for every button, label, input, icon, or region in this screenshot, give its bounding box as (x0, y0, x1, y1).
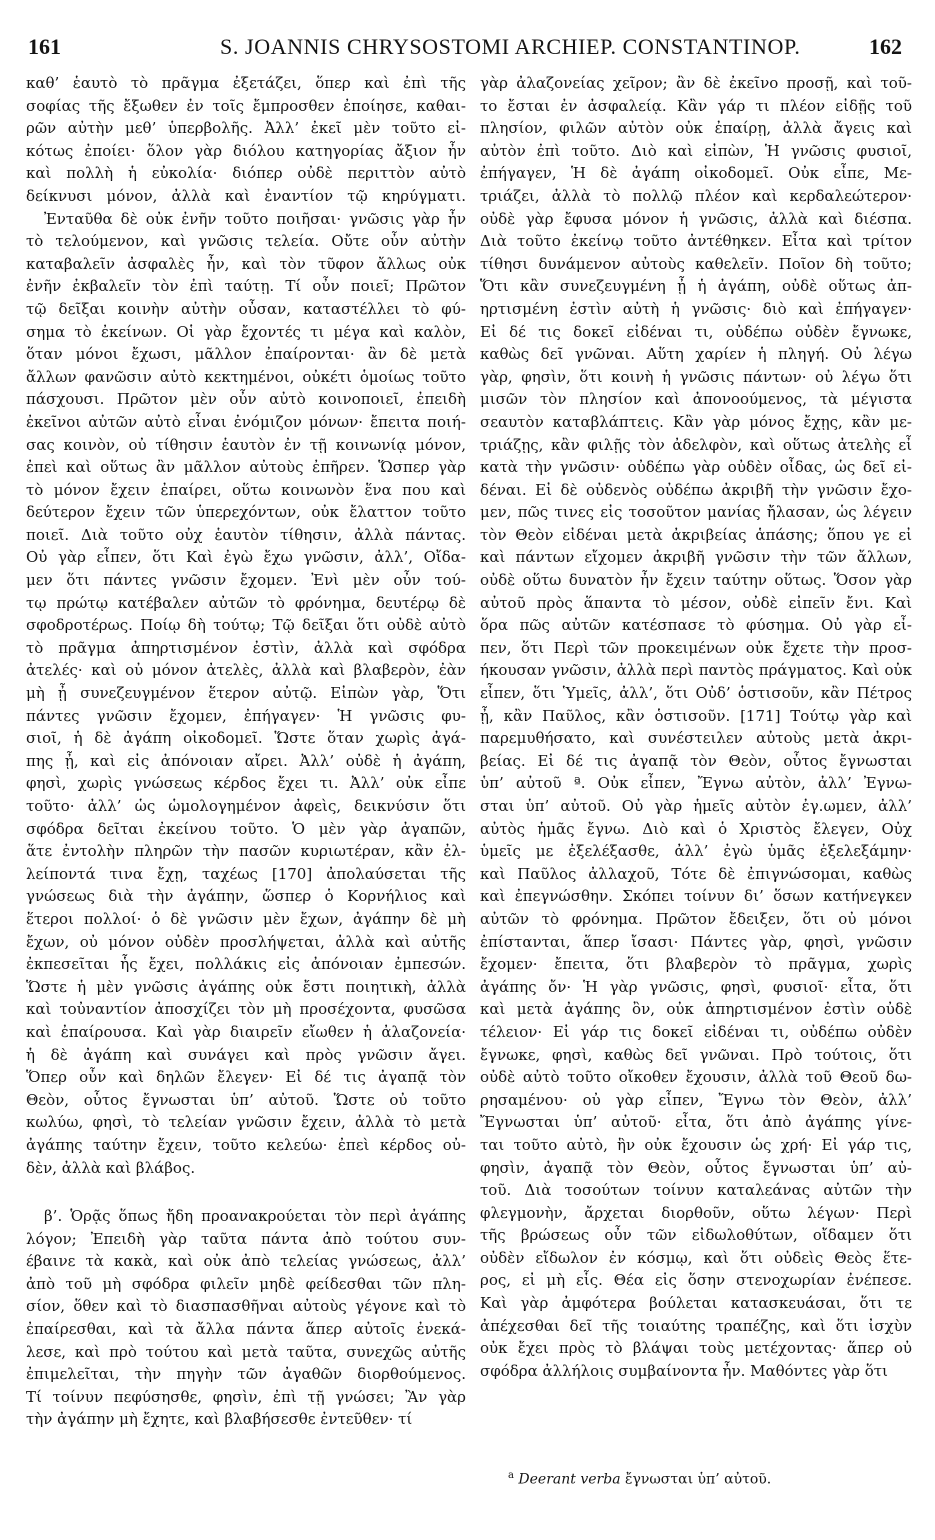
text-line: σας κοινὸν, οὐ τίθησιν ἑαυτὸν ἐν τῇ κοινωνίᾳ μόνον, (26, 435, 466, 454)
text-line: Εἰ δέ τις δοκεῖ εἰδέναι τι, οὐδέπω οὐδὲν ἔγνωκε, (480, 322, 912, 341)
text-line: μεν, πῶς τινες εἰς τοσοῦτον μανίας ἤλασαν, ὡς λέγειν (480, 503, 912, 522)
text-line: Ὥστε ἡ μὲν γνῶσις ἀγάπης οὐκ ἔστι ποιητικὴ, ἀλλὰ (26, 977, 466, 996)
text-line: ὅταν μόνοι ἔχωσι, μᾶλλον ἐπαίρονται· ἂν δὲ μετὰ (26, 345, 466, 364)
text-line: β’. Ὁρᾷς ὅπως ἤδη προανακρούεται τὸν περὶ ἀγάπης (44, 1207, 466, 1226)
text-line: ἀπὸ τοῦ μὴ σφόδρα φιλεῖν μηδὲ φείδεσθαι τῶν πλη- (26, 1274, 466, 1293)
text-line: λόγον; Ἐπειδὴ γὰρ ταῦτα πάντα ἀπὸ τούτου συν- (26, 1229, 466, 1248)
text-line: Καὶ γὰρ ἀμφότερα βούλεται κατασκευάσαι, ὅτι τε (480, 1294, 912, 1313)
text-line: μεν ὅτι πάντες γνῶσιν ἔχομεν. Ἐνὶ μὲν οὖν τού- (26, 571, 466, 590)
text-line: ρῶν αὐτὴν μεθ’ ὑπερβολῆς. Ἀλλ’ ἐκεῖ μὲν τοῦτο εἰ- (26, 119, 466, 138)
running-header (0, 28, 935, 62)
text-line: ἔχομεν· ἔπειτα, ὅτι βλαβερὸν τὸ πρᾶγμα, χωρὶς (480, 955, 912, 974)
text-line: σφόδρα ἀλλήλοις συμβαίνοντα ἦν. Μαθόντες γὰρ ὅτι (480, 1361, 888, 1380)
text-line: οὐδὲ γὰρ ἔφυσα μόνον ἡ γνῶσις, ἀλλὰ καὶ διέσπα. (480, 209, 912, 228)
text-line: τοῦτο· ἀλλ’ ὡς ὡμολογημένον ἀφεὶς, δεικνύσιν ὅτι (26, 797, 466, 815)
text-line: τριάζει, ἀλλὰ τὸ πολλῷ πλέον καὶ κερδαλεώτερον· (480, 186, 912, 205)
text-line: τίθησι δυνάμενον αὐτοὺς καθελεῖν. Ποῖον δὴ τοῦτο; (480, 254, 912, 273)
text-line: Ὅτι κἂν συνεζευγμένη ᾖ ἡ ἀγάπη, οὐδὲ οὕτως ἀπ- (480, 277, 912, 296)
text-line: ἄλλων φανῶσιν αὐτὸ κεκτημένοι, οὐκέτι ὁμοίως τοῦτο (26, 367, 466, 386)
text-line: ται τοῦτο αὐτὸ, ἣν οὐκ ἔχουσιν ὡς χρή· Εἰ γάρ τις, (480, 1135, 912, 1154)
text-line: ἅτε ἐντολὴν πληρῶν τὴν πασῶν κυριωτέραν, κἂν ἐλ- (26, 842, 466, 861)
text-line: εἶπεν, ὅτι Ὑμεῖς, ἀλλ’, ὅτι Οὐδ’ ὁστισοῦν, κἂν Πέτρος (480, 684, 912, 703)
text-line: λείποντά τινα ἔχῃ, ταχέως [170] ἀπολαύσεται τῆς (26, 864, 466, 883)
text-line: πης ᾖ, καὶ εἰς ἀπόνοιαν αἴρει. Ἀλλ’ οὐδὲ ἡ ἀγάπη, (26, 751, 466, 770)
text-line: αὐτοῦ πρὸς ἅπαντα τὸ μέσον, οὐδὲ εἰπεῖν ἔνι. Καὶ (480, 593, 912, 612)
text-line: οὐκ ἔχει πρὸς τὸ βλάψαι τοὺς μετέχοντας· ἅπερ οὐ (480, 1339, 912, 1358)
text-line: πάντες γνῶσιν ἔχομεν, ἐπήγαγεν· Ἡ γνῶσις φυ- (26, 706, 466, 725)
text-line: γὰρ ἀλαζονείας χεῖρον; ἂν δὲ ἐκεῖνο προσῇ, καὶ τοῦ- (480, 74, 912, 92)
text-line: φησὶ, χωρὶς γνώσεως κέρδος ἔχει τι. Ἀλλ’ οὐκ εἶπε (26, 774, 466, 793)
text-line: σίον, ὅθεν καὶ τὸ διασπασθῆναι αὐτοὺς γέγονε καὶ τὸ (26, 1297, 466, 1316)
text-line: γνώσεως διὰ τὴν ἀγάπην, ὥσπερ ὁ Κορνήλιος καὶ (26, 887, 466, 906)
text-line: γὰρ, φησὶν, ὅτι κοινὴ ἡ γνῶσις πάντων· οὐ λέγω ὅτι (480, 367, 912, 386)
text-line: βείας. Εἰ δέ τις ἀγαπᾷ τὸν Θεὸν, οὗτος ἔγνωσται (480, 751, 912, 770)
text-line: δεύτερον ἔχειν τῶν ὑπερεχόντων, οὐκ ἔλαττον τοῦτο (26, 503, 466, 522)
text-line: ὑπ’ αὐτοῦ ª. Οὐκ εἶπεν, Ἔγνω αὐτὸν, ἀλλ’ Ἐγνω- (480, 774, 912, 793)
text-line: ἡ δὲ ἀγάπη καὶ συνάγει καὶ πρὸς γνῶσιν ἄγει. (26, 1045, 466, 1064)
text-line: ἐπήγαγεν, Ἡ δὲ ἀγάπη οἰκοδομεῖ. Οὐκ εἶπε, Με- (480, 164, 912, 183)
text-line: ἀτελές· καὶ οὐ μόνον ἀτελὲς, ἀλλὰ καὶ βλαβερὸν, ἐὰν (26, 661, 466, 680)
paragraph-gap (26, 1179, 466, 1205)
text-line: ἀπέχεσθαι δεῖ τῆς τοιαύτης τραπέζης, καὶ ὅτι ἰσχὺν (480, 1316, 912, 1335)
text-line: αὐτῶν τὸ φρόνημα. Πρῶτον ἔδειξεν, ὅτι οὐ μόνοι (480, 909, 912, 928)
text-line: καθὼς δεῖ γνῶναι. Αὕτη χαρίεν ἡ πληγή. Οὐ λέγω (480, 345, 912, 364)
text-line: ἕτεροι πολλοί· ὁ δὲ γνῶσιν μὲν ἔχων, ἀγάπην δὲ μὴ (26, 909, 466, 928)
text-line: ποιεῖ. Διὰ τοῦτο οὐχ ἑαυτὸν τίθησιν, ἀλλὰ πάντας. (26, 525, 466, 544)
text-line: σεαυτὸν καταβλάπτεις. Κἂν γὰρ μόνος ἔχῃς, κἂν με- (480, 412, 912, 431)
text-line: δείκνυσι μόνον, ἀλλὰ καὶ ἐναντίον τῷ κηρύγματι. (26, 186, 466, 205)
text-line: λεσε, καὶ πρὸ τούτου καὶ μετὰ ταῦτα, συνεχῶς αὐτῆς (26, 1342, 466, 1361)
text-line: Ἔγνωσται ὑπ’ αὐτοῦ· εἶτα, ὅτι ἀπὸ ἀγάπης γίνε- (480, 1113, 912, 1132)
text-line: Θεὸν, οὗτος ἔγνωσται ὑπ’ αὐτοῦ. Ὥστε οὐ τοῦτο (26, 1090, 466, 1109)
footnote-latin: Deerant verba (518, 1471, 621, 1488)
text-line: ἀγάπης ὄν· Ἡ γὰρ γνῶσις, φησὶ, φυσιοῖ· εἶτα, ὅτι (480, 977, 912, 996)
text-line: σφόδρα δεῖται ἐκείνου τοῦτο. Ὁ μὲν γὰρ ἀγαπῶν, (26, 819, 466, 838)
footnote-mark: a (508, 1470, 514, 1481)
text-line: καὶ ἐπεγνώσθην. Σκόπει τοίνυν δι’ ὅσων κατήνεγκεν (480, 887, 912, 906)
text-line: καὶ ἐπαίρουσα. Καὶ γὰρ διαιρεῖν εἴωθεν ἡ ἀλαζονεία· (26, 1022, 466, 1041)
page-number-left: 161 (28, 34, 61, 59)
text-line: αὐτὸς ἡμᾶς ἔγνω. Διὸ καὶ ὁ Χριστὸς ἔλεγεν, Οὐχ (480, 819, 912, 838)
text-line: τὸ τελούμενον, καὶ γνῶσις τελεία. Οὔτε οὖν αὐτὴν (26, 232, 466, 251)
text-line: καταβαλεῖν ἀσφαλὲς ἦν, καὶ τὸν τῦφον ἄλλως οὐκ (26, 254, 466, 273)
text-line: σφοδροτέρως. Ποίῳ δὴ τούτῳ; Τῷ δεῖξαι ὅτι οὐδὲ αὐτὸ (26, 616, 466, 635)
text-line: ᾖ, κἂν Παῦλος, κἂν ὁστισοῦν. [171] Τούτῳ γὰρ καὶ (480, 706, 912, 725)
text-line: Τί τοίνυν πεφύσησθε, φησὶν, ἐπὶ τῇ γνώσει; Ἂν γὰρ (26, 1387, 466, 1406)
text-line: δέναι. Εἰ δὲ οὐδενὸς οὐδέπω ἀκριβῆ τὴν γνῶσιν ἔχο- (480, 480, 912, 499)
text-line: παρεμυθήσατο, καὶ συνέστειλεν αὐτοὺς μετὰ ἀκρι- (480, 729, 912, 748)
text-line: οὐδὲ αὐτὸ τοῦτο οἴκοθεν ἔχουσιν, ἀλλὰ τοῦ Θεοῦ δω- (480, 1068, 912, 1087)
text-line: σοφίας τῆς ἔξωθεν ἐν τοῖς ἔμπροσθεν ἐποίησε, καθαι- (26, 96, 466, 115)
text-line: πάσχουσι. Πρῶτον μὲν οὖν αὐτὸ κοινοποιεῖ, ἐπειδὴ (26, 390, 466, 409)
text-line: τῷ δεῖξαι κοινὴν αὐτὴν οὖσαν, καταστέλλει τὸ φύ- (26, 299, 466, 318)
text-line: καθ’ ἑαυτὸ τὸ πρᾶγμα ἐξετάζει, ὅπερ καὶ ἐπὶ τῆς (26, 74, 466, 92)
text-line: φλεγμονὴν, ἄρχεται διορθοῦν, οὕτω λέγων· Περὶ (480, 1203, 912, 1222)
text-line: το ἔσται ἐν ἀσφαλείᾳ. Κἂν γάρ τι πλέον εἰδῇς τοῦ (480, 96, 912, 115)
text-line: πλησίον, φιλῶν αὐτὸν οὐκ ἐπαίρῃ, ἀλλὰ ἄγεις καὶ (480, 119, 912, 138)
footnote-greek: ἔγνωσται ὑπ’ αὐτοῦ. (625, 1471, 772, 1488)
text-line: αὐτὸν ἐπὶ τοῦτο. Διὸ καὶ εἰπὼν, Ἡ γνῶσις φυσιοῖ, (480, 141, 912, 160)
text-line: σημα τὸ ἐκείνων. Οἱ γὰρ ἔχοντές τι μέγα καὶ καλὸν, (26, 322, 466, 341)
text-line: ἐπιμελεῖται, τὴν πηγὴν τῶν ἀγαθῶν διορθούμενος. (26, 1365, 466, 1384)
text-line: καὶ Παῦλος ἀλλαχοῦ, Τότε δὲ ἐπιγνώσομαι, καθὼς (480, 864, 912, 883)
text-line: οὐδὲ οὕτω δυνατὸν ἦν ἔχειν ταύτην οὕτως. Ὅσον γὰρ (480, 571, 912, 590)
text-line: ἔγνωκε, φησὶ, καθὼς δεῖ γνῶναι. Πρὸ τούτοις, ὅτι (480, 1045, 912, 1064)
text-line: ἐπίστανται, ἅπερ ἴσασι· Πάντες γὰρ, φησὶ, γνῶσιν (480, 932, 912, 951)
text-line: Οὐ γὰρ εἶπεν, ὅτι Καὶ ἐγὼ ἔχω γνῶσιν, ἀλλ’, Οἴδα- (26, 548, 466, 567)
text-line: τῆς βρώσεως οὖν τῶν εἰδωλοθύτων, οἴδαμεν ὅτι (480, 1226, 912, 1245)
running-title: S. JOANNIS CHRYSOSTOMI ARCHIEP. CONSTANTINOP. (220, 34, 801, 59)
text-line: τέλειον· Εἰ γάρ τις δοκεῖ εἰδέναι τι, οὐδέπω οὐδὲν (480, 1022, 912, 1041)
text-line: καὶ μετὰ ἀγάπης ὂν, οὐκ ἀπηρτισμένον ἐστὶν οὐδὲ (480, 1000, 912, 1019)
text-line: κότως ἐποίει· ὅλον γὰρ διόλου κατηγορίας ἄξιον ἦν (26, 141, 466, 160)
page-number-right: 162 (869, 34, 902, 59)
text-line: τὸ μόνον ἔχειν ἐπαίρει, οὕτω κοινωνὸν ἕνα που καὶ (26, 480, 466, 499)
text-line: έβαινε τὰ κακὰ, καὶ οὐκ ἀπὸ τελείας γνώσεως, ἀλλ’ (26, 1252, 466, 1271)
text-line: ήκουσαν γνῶσιν, ἀλλὰ περὶ παντὸς πράγματος. Καὶ οὐκ (480, 661, 912, 680)
text-line: ἐκεῖνοι αὐτῶν αὐτὸ εἶναι ἐνόμιζον μόνων· ἔπειτα ποιή- (26, 412, 466, 431)
text-line: ηρτισμένη ἐστὶν αὐτὴ ἡ γνῶσις· διὸ καὶ ἐπήγαγεν· (480, 299, 912, 318)
text-line: τὴν ἀγάπην μὴ ἔχητε, καὶ βλαβήσεσθε ἐντεῦθεν· τί (26, 1410, 413, 1429)
text-line: ὅρα πῶς αὐτῶν κατέσπασε τὸ φύσημα. Οὐ γὰρ εἶ- (480, 616, 912, 635)
text-line: Διὰ τοῦτο ἐκείνῳ τοῦτο ἀντέθηκεν. Εἶτα καὶ τρίτον (480, 232, 912, 251)
text-line: Ἐνταῦθα δὲ οὐκ ἐνῆν τοῦτο ποιῆσαι· γνῶσις γὰρ ἦν (44, 209, 466, 228)
text-line: κωλύω, φησὶ, τὸ τελείαν γνῶσιν ἔχειν, ἀλλὰ τὸ μετὰ (26, 1113, 466, 1132)
text-line: τριάζῃς, κἂν φιλῇς τὸν ἀδελφὸν, καὶ οὕτως ἀτελὴς εἶ (480, 435, 912, 454)
text-line: σιοῖ, ἡ δὲ ἀγάπη οἰκοδομεῖ. Ὥστε ὅταν χωρὶς ἀγά- (26, 729, 466, 748)
text-line: μὴ ᾖ συνεζευγμένον ἕτερον αὐτῷ. Εἰπὼν γὰρ, Ὅτι (26, 684, 466, 703)
text-line: σται ὑπ’ αὐτοῦ. Οὐ γὰρ ἡμεῖς αὐτὸν ἐγ.ωμεν, ἀλλ’ (480, 797, 912, 815)
footnote (480, 1467, 935, 1489)
text-line: ρησαμένου· οὐ γὰρ εἶπεν, Ἔγνω τὸν Θεὸν, ἀλλ’ (480, 1090, 912, 1109)
left-column (26, 72, 466, 1431)
text-line: ὑμεῖς με ἐξελέξασθε, ἀλλ’ ἐγὼ ὑμᾶς ἐξελεξάμην· (480, 842, 912, 861)
right-column (480, 72, 912, 1382)
text-line: ἐπεὶ καὶ οὕτως ἂν μᾶλλον αὐτοὺς ἐπῆρεν. Ὥσπερ γὰρ (26, 458, 466, 477)
text-line: μισῶν τὸν πλησίον καὶ ἀπονοούμενος, τὰ μέγιστα (480, 390, 912, 409)
text-line: καὶ τοὐναντίον ἀποσχίζει τὸν μὴ προσέχοντα, φυσῶσα (26, 1000, 466, 1019)
text-line: καὶ πολλὴ ἡ εὐκολία· διόπερ οὐδὲ περιττὸν αὐτὸ (26, 164, 466, 183)
text-line: ἔχων, οὐ μόνον οὐδὲν προσλήψεται, ἀλλὰ καὶ αὐτῆς (26, 932, 466, 951)
text-line: τῳ πρώτῳ κατέβαλεν αὐτῶν τὸ φρόνημα, δευτέρῳ δὲ (26, 593, 466, 612)
text-line: τοῦ. Διὰ τοσούτων τοίνυν καταλεάνας αὐτῶν τὴν (480, 1181, 912, 1200)
text-line: καὶ πάντων εἴχομεν ἀκριβῆ γνῶσιν τὴν τῶν ἄλλων, (480, 548, 912, 567)
text-line: δὲν, ἀλλὰ καὶ βλάβος. (26, 1158, 196, 1177)
text-line: ἐκπεσεῖται ἧς ἔχει, πολλάκις εἰς ἀπόνοιαν ἐμπεσών. (26, 955, 466, 974)
text-line: ἐνῆν ἐκβαλεῖν τὸν ἐπὶ ταύτῃ. Τί οὖν ποιεῖ; Πρῶτον (26, 277, 466, 296)
text-line: ἀγάπης ταύτην ἔχειν, τοῦτο κελεύω· ἐπεὶ κέρδος οὐ- (26, 1135, 466, 1154)
text-line: ρος, εἰ μὴ εἷς. Θέα εἰς ὅσην στενοχωρίαν ἐνέπεσε. (480, 1271, 912, 1290)
text-line: τὸ πρᾶγμα ἀπηρτισμένον ἐστὶν, ἀλλὰ καὶ σφόδρα (26, 638, 466, 657)
text-line: κατὰ τὴν γνῶσιν· οὐδέπω γὰρ οὐδὲν οἶδας, ὡς δεῖ εἰ- (480, 458, 912, 477)
text-line: τὸν Θεὸν εἰδέναι μετὰ ἀκριβείας ἁπάσης; ὅπου γε εἰ (480, 525, 912, 544)
text-line: οὐδὲν εἴδωλον ἐν κόσμῳ, καὶ ὅτι οὐδεὶς Θεὸς ἕτε- (480, 1248, 912, 1267)
text-line: Ὅπερ οὖν καὶ δηλῶν ἔλεγεν· Εἰ δέ τις ἀγαπᾷ τὸν (26, 1068, 466, 1087)
text-line: πεν, ὅτι Περὶ τῶν προκειμένων οὐκ ἔχετε τὴν προσ- (480, 638, 912, 657)
text-line: φησὶν, ἀγαπᾷ τὸν Θεὸν, οὗτος ἔγνωσται ὑπ’ αὐ- (480, 1158, 912, 1177)
text-line: ἐπαίρεσθαι, καὶ τὰ ἄλλα πάντα ἅπερ αὐτοῖς ἐνεκά- (26, 1320, 466, 1339)
